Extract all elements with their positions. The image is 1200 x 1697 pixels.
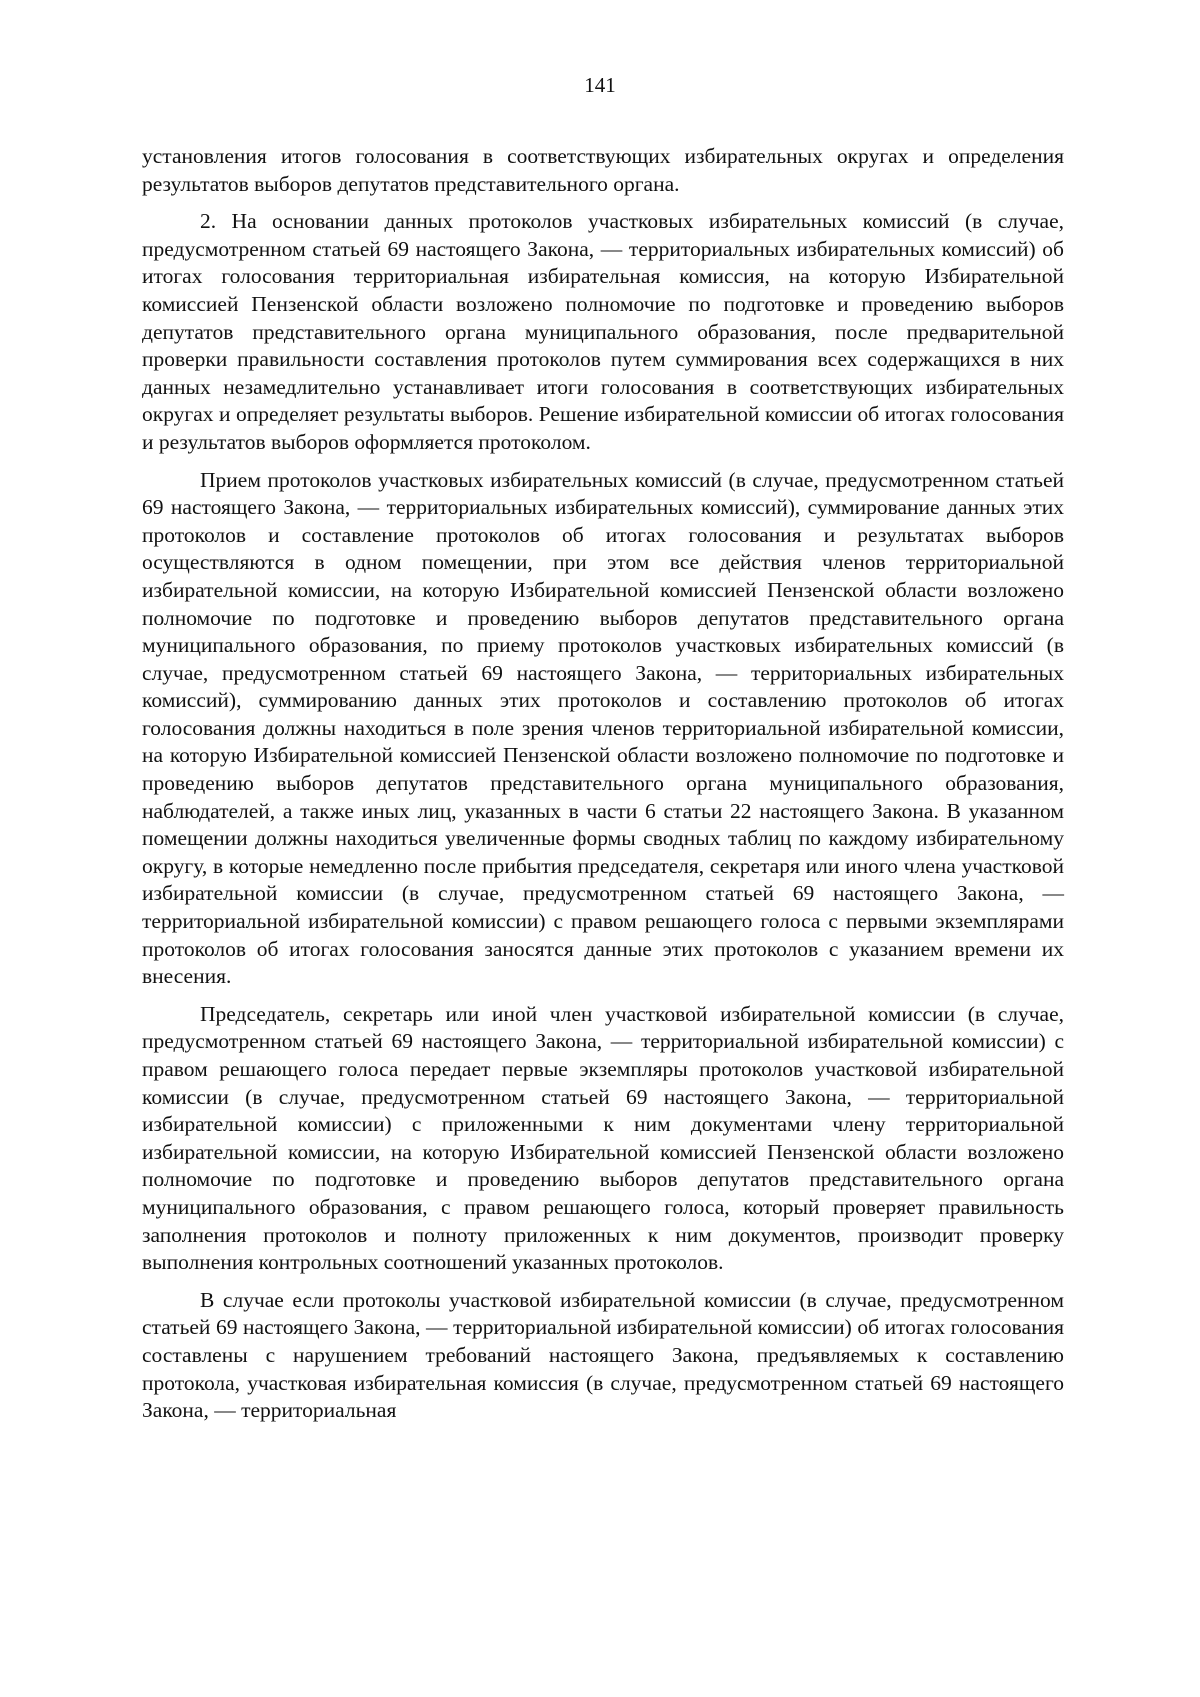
paragraph-protocol-reception: Прием протоколов участковых избирательных комиссий (в случае, предусмотренном статьей 69 настоящего Закона, — территориальных избирательных комиссий), суммирование данных этих протоколов и составление протоколов об итогах голосования и результатах выборов осуществляются в одном помещении, при этом все действия членов территориальной избирательной комиссии, на которую Избирательной комиссией Пензенской области возложено полномочие по подготовке и проведению выборов депутатов представительного органа муниципального образования, по приему протоколов участковых избирательных комиссий (в случае, предусмотренном статьей 69 настоящего Закона, — территориальных избирательных комиссий), суммированию данных этих протоколов и составлению протоколов об итогах голосования должны находиться в поле зрения членов территориальной избирательной комиссии, на которую Избирательной комиссией Пензенской области возложено полномочие по подготовке и проведению выборов депутатов представительного органа муниципального образования, наблюдателей, а также иных лиц, указанных в части 6 статьи 22 настоящего Закона. В указанном помещении должны находиться увеличенные формы сводных таблиц по каждому избирательному округу, в которые немедленно после прибытия председателя, секретаря или иного члена участковой избирательной комиссии (в случае, предусмотренном статьей 69 настоящего Закона, — территориальной избирательной комиссии) с правом решающего голоса с первыми экземплярами протоколов об итогах голосования заносятся данные этих протоколов с указанием времени их внесения. (142, 467, 1064, 989)
paragraph-chairman-transfer: Председатель, секретарь или иной член участковой избирательной комиссии (в случае, предусмотренном статьей 69 настоящего Закона, — территориальной избирательной комиссии) с правом решающего голоса передает первые экземпляры протоколов участковой избирательной комиссии (в случае, предусмотренном статьей 69 настоящего Закона, — территориальной избирательной комиссии) с приложенными к ним документами члену территориальной избирательной комиссии, на которую Избирательной комиссией Пензенской области возложено полномочие по подготовке и проведению выборов депутатов представительного органа муниципального образования, с правом решающего голоса, который проверяет правильность заполнения протоколов и полноту приложенных к ним документов, производит проверку выполнения контрольных соотношений указанных протоколов. (142, 1001, 1064, 1275)
document-body (142, 143, 1064, 1435)
page-number: 141 (584, 73, 616, 97)
paragraph-item-2: 2. На основании данных протоколов участковых избирательных комиссий (в случае, предусмотренном статьей 69 настоящего Закона, — территориальных избирательных комиссий) об итогах голосования территориальная избирательная комиссия, на которую Избирательной комиссией Пензенской области возложено полномочие по подготовке и проведению выборов депутатов представительного органа муниципального образования, после предварительной проверки правильности составления протоколов путем суммирования всех содержащихся в них данных незамедлительно устанавливает итоги голосования в соответствующих избирательных округах и определяет результаты выборов. Решение избирательной комиссии об итогах голосования и результатов выборов оформляется протоколом. (142, 209, 1064, 454)
paragraph-violations: В случае если протоколы участковой избирательной комиссии (в случае, предусмотренном статьей 69 настоящего Закона, — территориальной избирательной комиссии) об итогах голосования составлены с нарушением требований настоящего Закона, предъявляемых к составлению протокола, участковая избирательная комиссия (в случае, предусмотренном статьей 69 настоящего Закона, — территориальная (142, 1287, 1064, 1423)
paragraph-continuation: установления итогов голосования в соответствующих избирательных округах и определения результатов выборов депутатов представительного органа. (142, 144, 1064, 196)
